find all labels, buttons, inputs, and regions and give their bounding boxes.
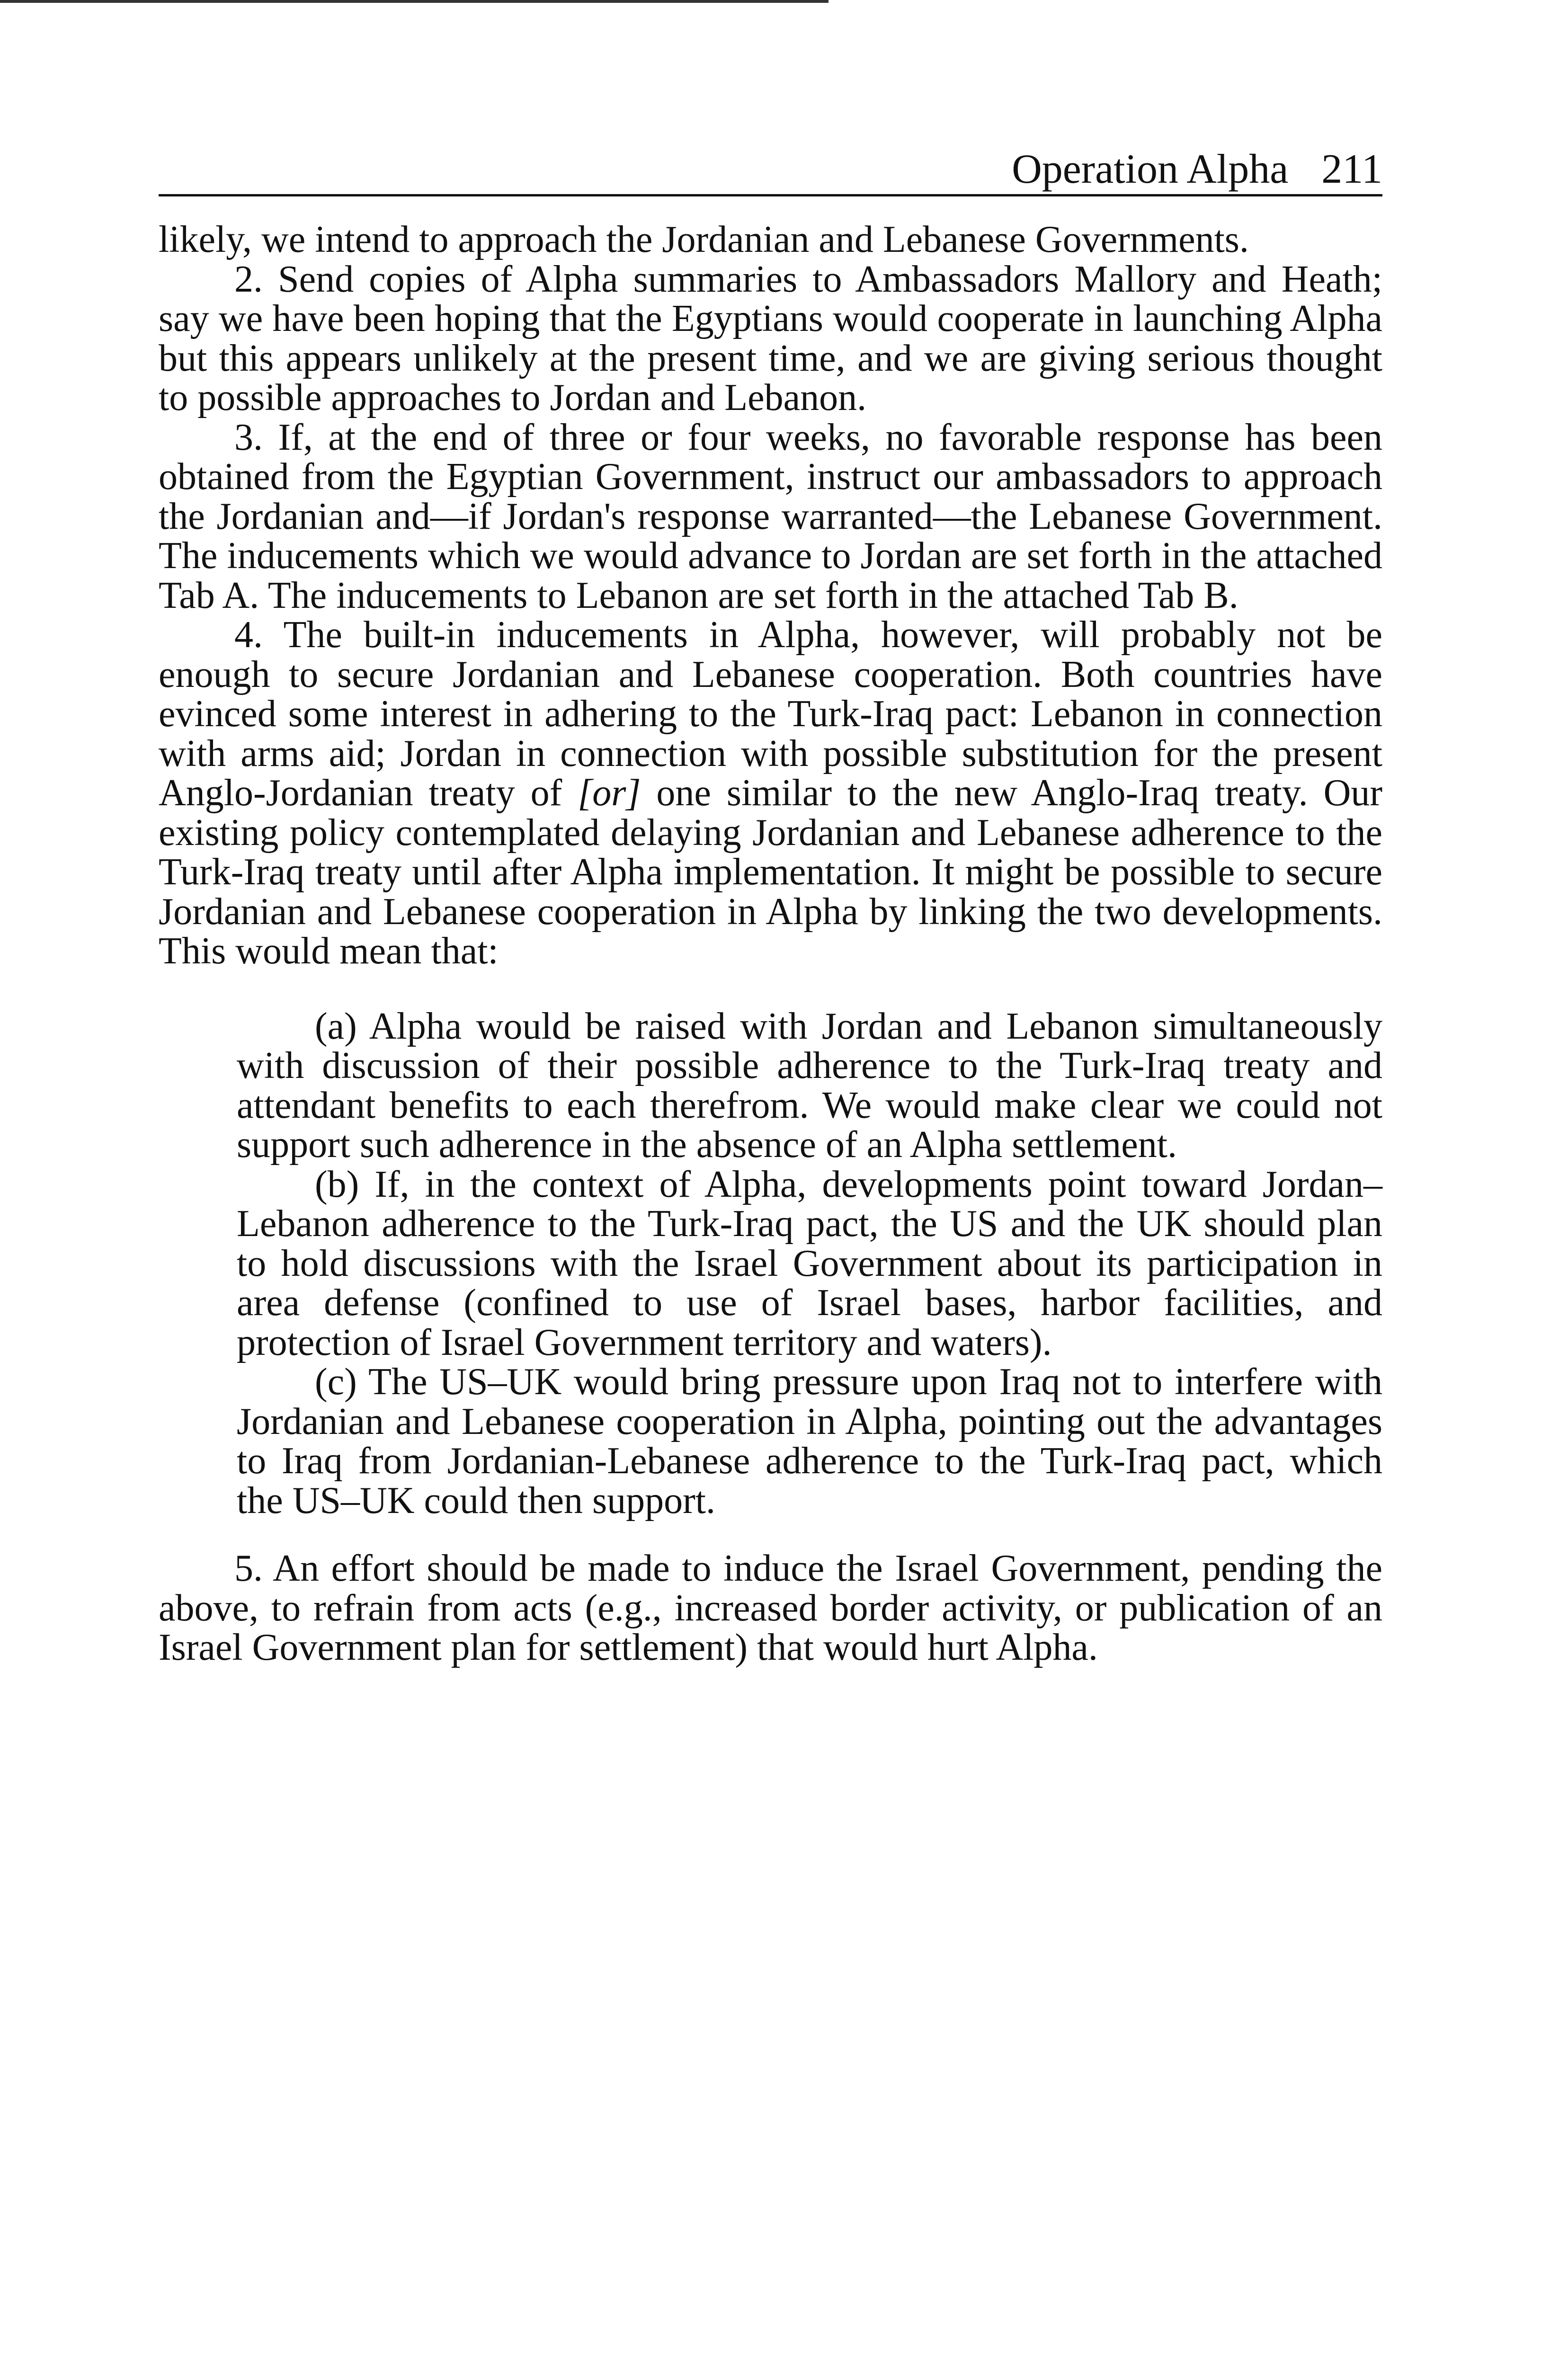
subparagraph-b: (b) If, in the context of Alpha, developments point toward Jordan–Lebanon adherence to the Turk-Iraq pact, the US and the UK should plan to hold discussions with the Israel Government about its participation in area defense (confined to use of Israel bases, harbor facilities, and protection of Israel Government territory and waters). bbox=[237, 1163, 1382, 1363]
running-title: Operation Alpha bbox=[1012, 146, 1289, 192]
paragraph-4-text-start: 4. The built-in inducements in Alpha, however, will probably not be enough to secure Jordanian and Lebanese cooperation. Both countries have evinced some interest in adhering to the Turk-Iraq pact: Lebanon in connection with arms aid; Jordan in connection with possible substitution for the present Anglo-Jordanian treaty of bbox=[159, 614, 1382, 814]
paragraph-continued: likely, we intend to approach the Jordanian and Lebanese Governments. bbox=[159, 219, 1249, 260]
page-header bbox=[159, 142, 1382, 196]
running-head bbox=[1012, 146, 1382, 192]
editorial-insertion: [or] bbox=[578, 772, 641, 814]
top-edge-rule bbox=[0, 0, 829, 3]
page-number: 211 bbox=[1321, 146, 1382, 192]
subparagraph-list bbox=[237, 1007, 1382, 1521]
subparagraph-a: (a) Alpha would be raised with Jordan and Lebanon simultaneously with discussion of their possible adherence to the Turk-Iraq treaty and attendant benefits to each therefrom. We would make clear we could not support such adherence in the absence of an Alpha settlement. bbox=[237, 1005, 1382, 1166]
paragraph-3: 3. If, at the end of three or four weeks, no favorable response has been obtained from the Egyptian Government, instruct our ambassadors to approach the Jordanian and—if Jordan's response warranted—the Lebanese Government. The inducements which we would advance to Jordan are set forth in the attached Tab A. The inducements to Lebanon are set forth in the attached Tab B. bbox=[159, 416, 1382, 616]
subparagraph-c: (c) The US–UK would bring pressure upon Iraq not to interfere with Jordanian and Lebanese cooperation in Alpha, pointing out the advantages to Iraq from Jordanian-Lebanese adherence to the Turk-Iraq pact, which the US–UK could then support. bbox=[237, 1361, 1382, 1522]
document-body bbox=[159, 220, 1382, 1668]
paragraph-4-text-end: one similar to the new Anglo-Iraq treaty. Our existing policy contemplated delaying Jordanian and Lebanese adherence to the Turk-Iraq treaty until after Alpha implementation. It might be possible to secure Jordanian and Lebanese cooperation in Alpha by linking the two developments. This would mean that: bbox=[159, 772, 1383, 972]
paragraph-5: 5. An effort should be made to induce the Israel Government, pending the above, to refrain from acts (e.g., increased border activity, or publication of an Israel Government plan for settlement) that would hurt Alpha. bbox=[159, 1548, 1382, 1668]
paragraph-2: 2. Send copies of Alpha summaries to Ambassadors Mallory and Heath; say we have been hoping that the Egyptians would cooperate in launching Alpha but this appears unlikely at the present time, and we are giving serious thought to possible approaches to Jordan and Lebanon. bbox=[159, 258, 1382, 418]
paragraph-4 bbox=[159, 615, 1382, 971]
